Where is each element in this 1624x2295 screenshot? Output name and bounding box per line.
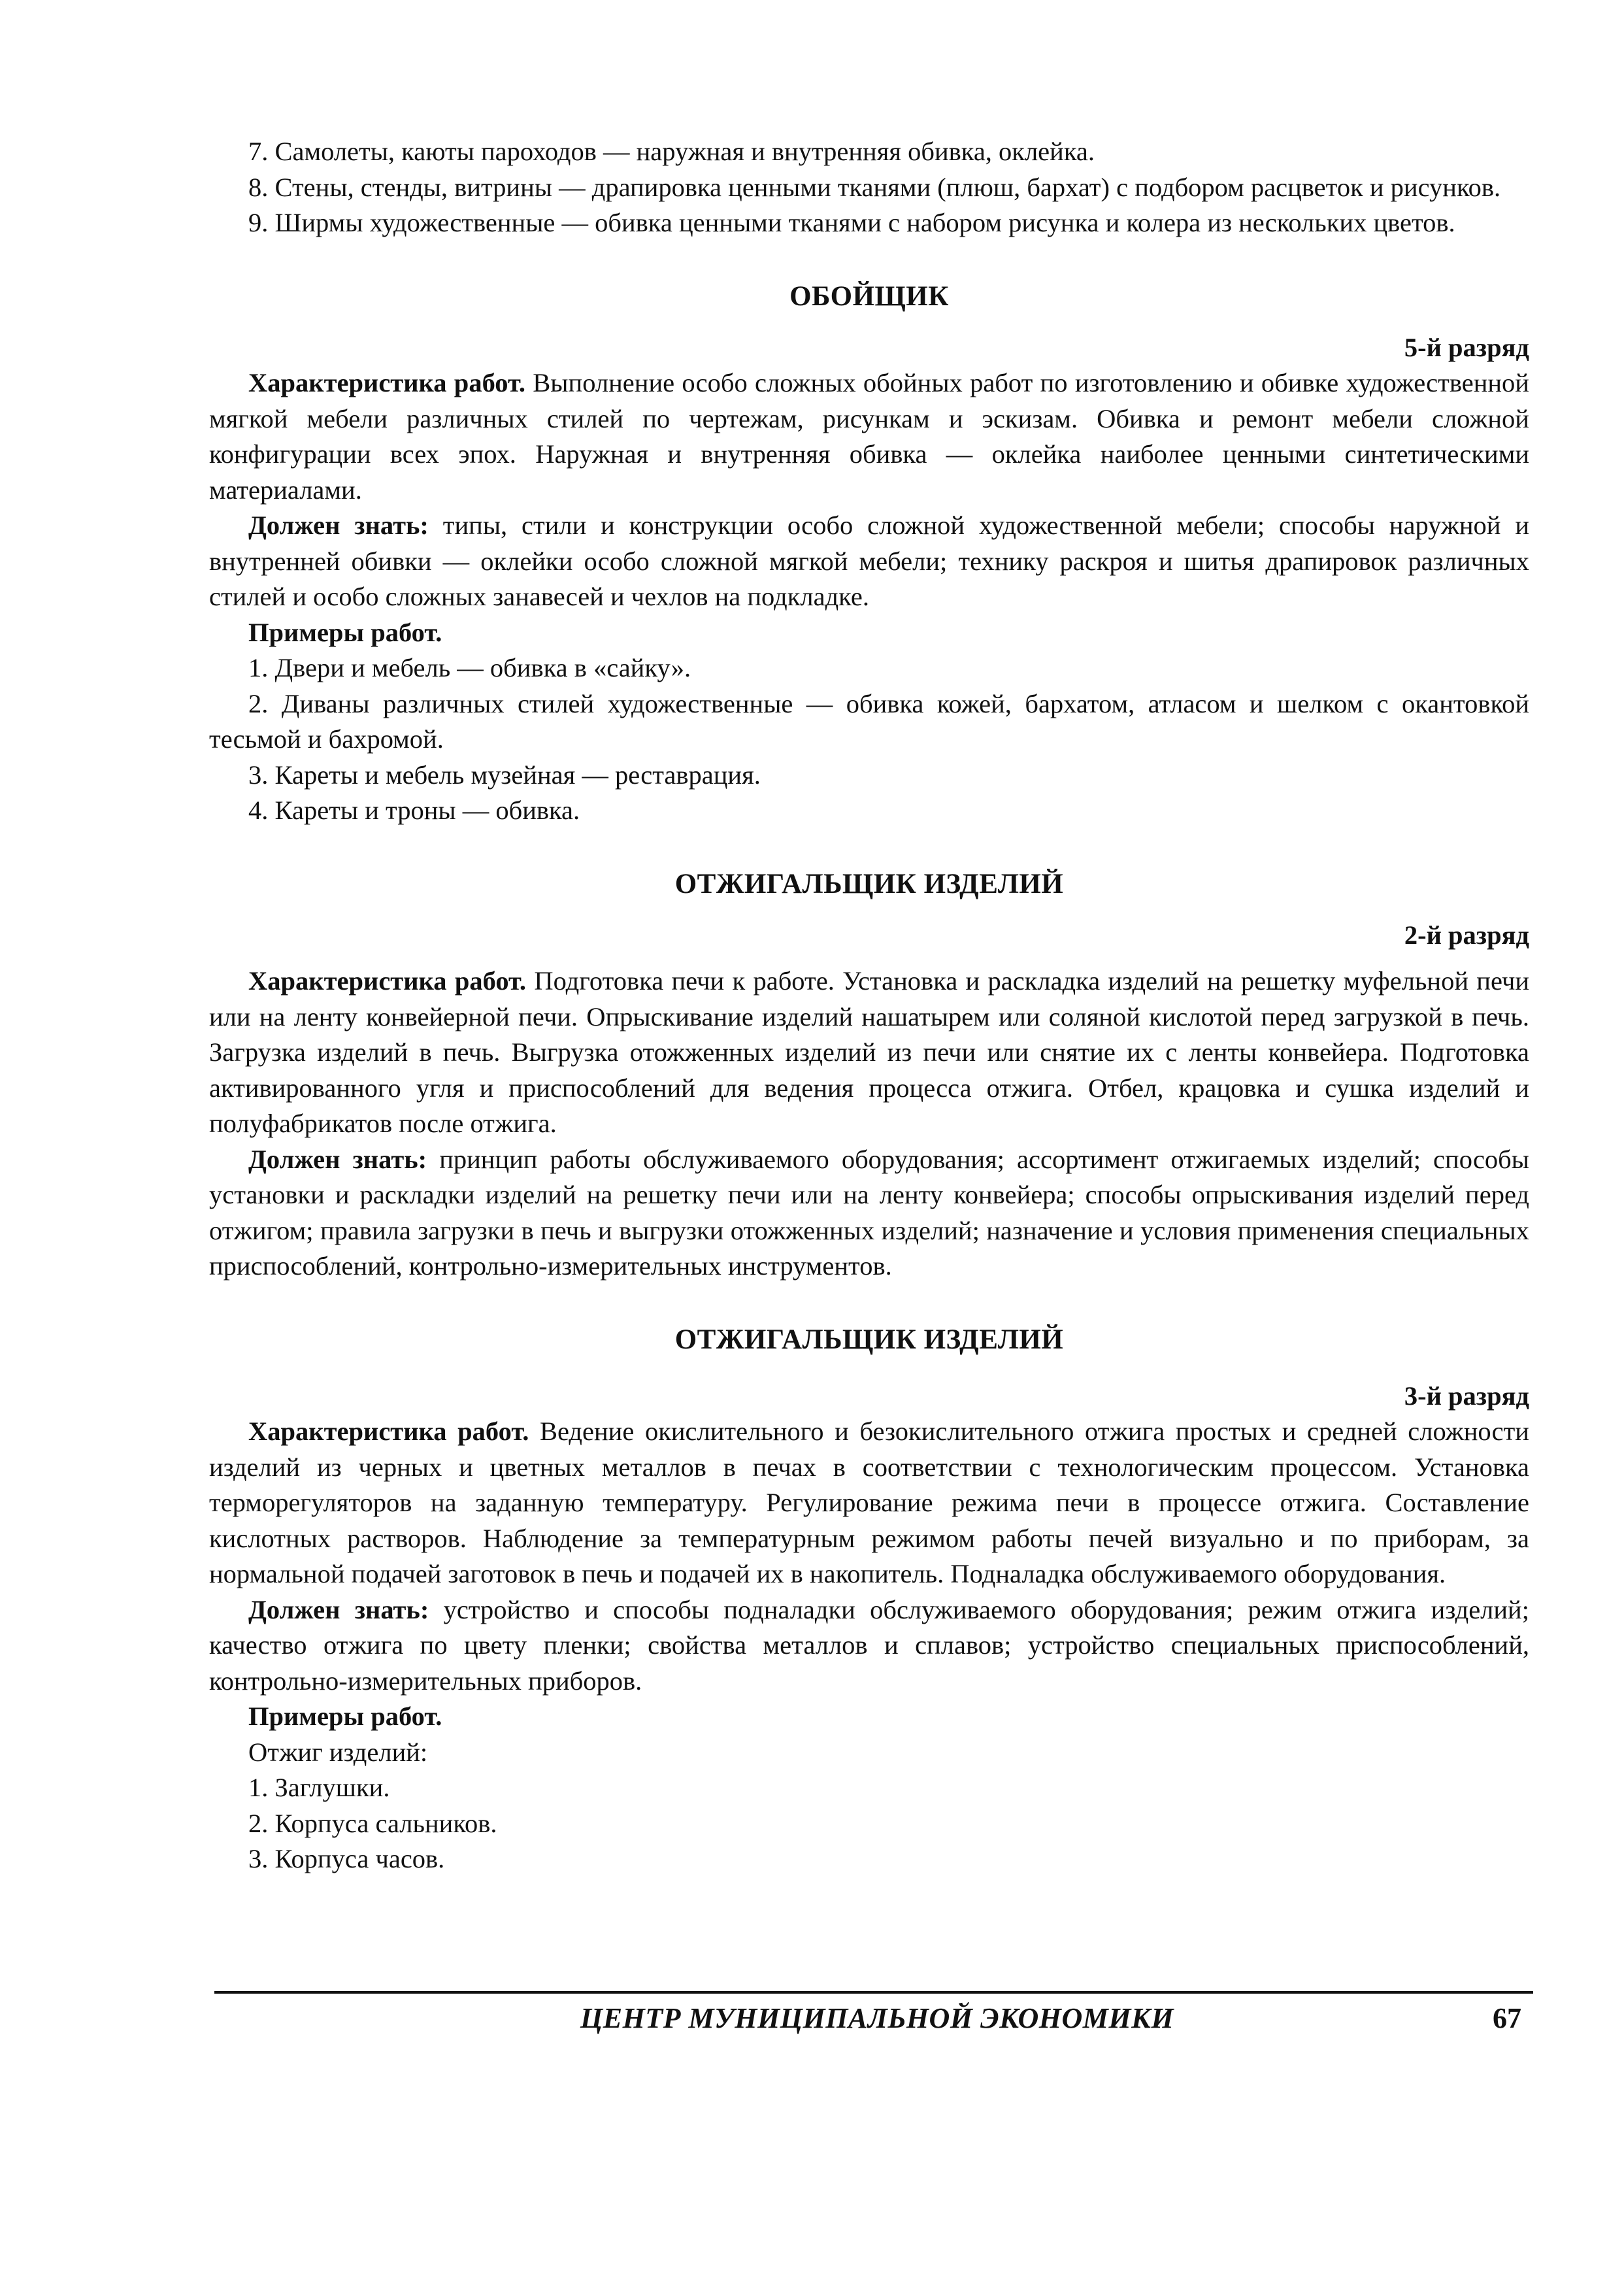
must-know-text: принцип работы обслуживаемого оборудования; ассортимент отжигаемых изделий; способы установки и раскладки изделий на решетку печи или на ленту конвейера; способы опрыскивания изделий перед отжигом; правила загрузки в печь и выгрузки отожженных изделий; назначение и условия применения специальных приспособлений, контрольно-измерительных инструментов.	[209, 1144, 1529, 1281]
example-item: 2. Диваны различных стилей художественные — обивка кожей, бархатом, атласом и шелком с окантовкой тесьмой и бахромой.	[209, 688, 1529, 754]
must-know-text: типы, стили и конструкции особо сложной художественной мебели; способы наружной и внутренней обивки — оклейки особо сложной мягкой мебели; технику раскроя и шитья драпировок различных стилей и особо сложных занавесей и чехлов на подкладке.	[209, 511, 1529, 611]
section-otzhigalshchik-3	[209, 1322, 1529, 1877]
section-grade: 5-й разряд	[1404, 332, 1529, 362]
page-footer	[214, 1999, 1533, 2038]
must-know-label: Должен знать:	[248, 1594, 429, 1624]
characteristics-label: Характеристика работ.	[248, 1416, 529, 1446]
must-know	[209, 1592, 1529, 1700]
section-grade: 2-й разряд	[1404, 920, 1529, 950]
must-know-label: Должен знать:	[248, 1144, 427, 1174]
examples-label: Примеры работ.	[248, 617, 442, 647]
work-characteristics	[209, 1414, 1529, 1592]
section-title: ОБОЙЩИК	[789, 280, 949, 312]
intro-item-9: 9. Ширмы художественные — обивка ценными тканями с набором рисунка и колера из нескольких цветов.	[248, 208, 1455, 237]
characteristics-label: Характеристика работ.	[248, 368, 525, 397]
examples-label: Примеры работ.	[248, 1701, 442, 1731]
section-grade: 3-й разряд	[1404, 1381, 1529, 1411]
page-content	[209, 134, 1529, 1877]
example-item: 3. Кареты и мебель музейная — реставрация.	[248, 760, 761, 790]
must-know	[209, 1142, 1529, 1284]
characteristics-text: Подготовка печи к работе. Установка и раскладка изделий на решетку муфельной печи или на ленту конвейерной печи. Опрыскивание изделий нашатырем или соляной кислотой перед загрузкой в печь. Загрузка изделий в печь. Выгрузка отожженных изделий из печи или снятие их с ленты конвейера. Подготовка активированного угля и приспособлений для ведения процесса отжига. Отбел, крацовка и сушка изделий и полуфабрикатов после отжига.	[209, 966, 1529, 1138]
examples-intro: Отжиг изделий:	[248, 1737, 428, 1767]
section-oboishchik	[209, 279, 1529, 829]
must-know-text: устройство и способы подналадки обслуживаемого оборудования; режим отжига изделий; качество отжига по цвету пленки; свойства металлов и сплавов; устройство специальных приспособлений, контрольно-измерительных приборов.	[209, 1594, 1529, 1696]
footer-divider	[214, 1991, 1533, 1994]
footer-title: ЦЕНТР МУНИЦИПАЛЬНОЙ ЭКОНОМИКИ	[580, 2002, 1174, 2034]
must-know	[209, 508, 1529, 615]
characteristics-text: Ведение окислительного и безокислительного отжига простых и средней сложности изделий из черных и цветных металлов в печах в соответствии с технологическим процессом. Установка терморегуляторов на заданную температуру. Регулирование режима печи в процессе отжига. Составление кислотных растворов. Наблюдение за температурным режимом работы печей визуально и по приборам, за нормальной подачей заготовок в печь и подачей их в накопитель. Подналадка обслуживаемого оборудования.	[209, 1416, 1529, 1588]
work-characteristics	[209, 365, 1529, 508]
example-item: 3. Корпуса часов.	[248, 1844, 445, 1873]
section-title: ОТЖИГАЛЬЩИК ИЗДЕЛИЙ	[674, 1324, 1064, 1355]
intro-item-7: 7. Самолеты, каюты пароходов — наружная и внутренняя обивка, оклейка.	[248, 137, 1095, 166]
characteristics-label: Характеристика работ.	[248, 966, 527, 996]
intro-item-8: 8. Стены, стенды, витрины — драпировка ценными тканями (плюш, бархат) с подбором расцветок и рисунков.	[248, 172, 1501, 202]
page-number: 67	[1493, 2002, 1521, 2034]
work-characteristics	[209, 963, 1529, 1142]
characteristics-text: Выполнение особо сложных обойных работ по изготовлению и обивке художественной мягкой мебели различных стилей по чертежам, рисункам и эскизам. Обивка и ремонт мебели сложной конфигурации всех эпох. Наружная и внутренняя обивка — оклейка наиболее ценными синтетическими материалами.	[209, 368, 1529, 505]
must-know-label: Должен знать:	[248, 511, 429, 540]
example-item: 2. Корпуса сальников.	[248, 1808, 497, 1838]
example-item: 1. Заглушки.	[248, 1773, 390, 1802]
example-item: 4. Кареты и троны — обивка.	[248, 796, 580, 825]
example-item: 1. Двери и мебель — обивка в «сайку».	[248, 653, 691, 682]
section-otzhigalshchik-2	[209, 867, 1529, 1284]
section-title: ОТЖИГАЛЬЩИК ИЗДЕЛИЙ	[674, 868, 1064, 899]
